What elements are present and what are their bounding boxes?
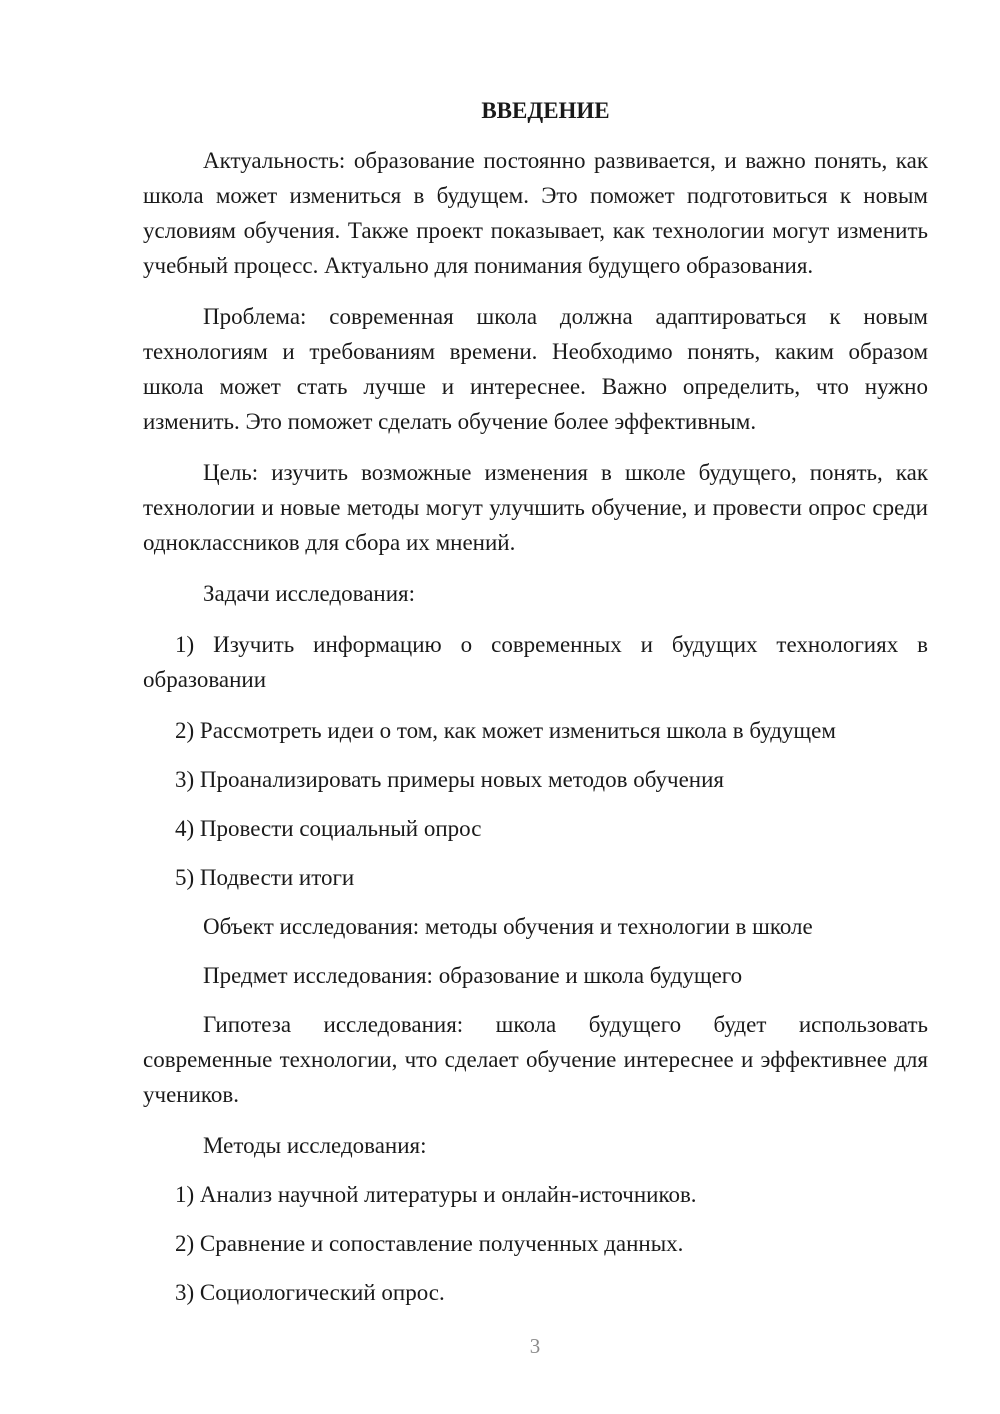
tasks-heading: Задачи исследования: (203, 581, 416, 606)
object-paragraph: Объект исследования: методы обучения и технологии в школе (203, 914, 813, 939)
method-item-3: 3) Социологический опрос. (175, 1280, 445, 1305)
method-item-2: 2) Сравнение и сопоставление полученных данных. (175, 1231, 684, 1256)
goal-paragraph: Цель: изучить возможные изменения в школе будущего, понять, как технологии и новые методы могут улучшить обучение, и провести опрос среди одноклассников для сбора их мнений. (143, 460, 928, 555)
hypothesis-paragraph: Гипотеза исследования: школа будущего будет использовать современные технологии, что сделает обучение интереснее и эффективнее для учеников. (143, 1012, 928, 1107)
task-item-1: 1) Изучить информацию о современных и будущих технологиях в образовании (143, 632, 928, 692)
page-content (143, 96, 928, 1310)
relevance-paragraph: Актуальность: образование постоянно развивается, и важно понять, как школа может измениться в будущем. Это поможет подготовиться к новым условиям обучения. Также проект показывает, как технологии могут изменить учебный процесс. Актуально для понимания будущего образования. (143, 148, 928, 278)
page-title: ВВЕДЕНИЕ (481, 98, 610, 123)
method-item-1: 1) Анализ научной литературы и онлайн-источников. (175, 1182, 697, 1207)
task-item-2: 2) Рассмотреть идеи о том, как может измениться школа в будущем (175, 718, 836, 743)
task-item-3: 3) Проанализировать примеры новых методов обучения (175, 767, 725, 792)
task-item-5: 5) Подвести итоги (175, 865, 355, 890)
methods-heading: Методы исследования: (203, 1133, 427, 1158)
task-item-4: 4) Провести социальный опрос (175, 816, 482, 841)
subject-paragraph: Предмет исследования: образование и школа будущего (203, 963, 743, 988)
problem-paragraph: Проблема: современная школа должна адаптироваться к новым технологиям и требованиям времени. Необходимо понять, каким образом школа может стать лучше и интереснее. Важно определить, что нужно изменить. Это поможет сделать обучение более эффективным. (143, 304, 928, 434)
page-number: 3 (529, 1334, 541, 1358)
